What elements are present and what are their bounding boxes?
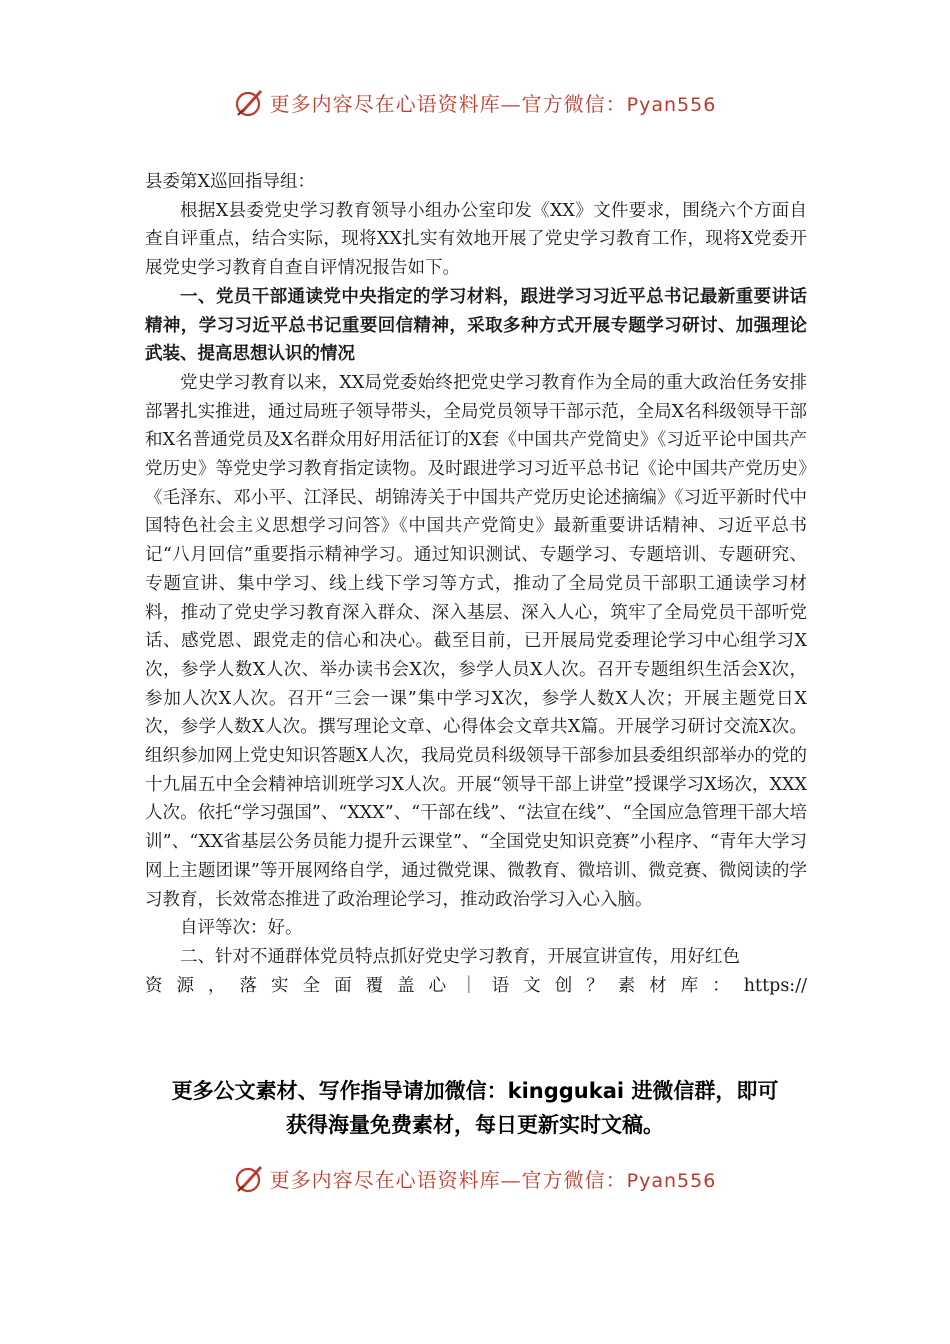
promo-line-1: 更多公文素材、写作指导请加微信：kinggukai 进微信群，即可 [171, 1079, 779, 1103]
section-1-heading: 一、党员干部通读党中央指定的学习材料，跟进学习习近平总书记最新重要讲话精神，学习习近平总书记重要回信精神，采取多种方式开展专题学习研讨、加强理论武装、提高思想认识的情况 [145, 286, 807, 365]
section-2-continuation: 资源，落实全面覆盖心｜语文创？素材库：https:// [145, 975, 807, 996]
quill-pen-logo-icon [234, 86, 266, 118]
salutation: 县委第X巡回指导组： [145, 172, 315, 192]
quill-pen-logo-icon [234, 1162, 266, 1194]
header-banner [0, 82, 950, 122]
banner-wechat-id: Pyan556 [626, 1169, 717, 1192]
banner-wechat-id: Pyan556 [626, 93, 717, 116]
footer-banner [0, 1158, 950, 1198]
promo-notice [0, 1074, 950, 1142]
document-body [145, 168, 807, 1000]
section-1-body: 党史学习教育以来，XX局党委始终把党史学习教育作为全局的重大政治任务安排部署扎实推进，通过局班子领导带头，全局党员领导干部示范，全局X名科级领导干部和X名普通党员及X名群众用好用活征订的X套《中国共产党简史》《习近平论中国共产党历史》等党史学习教育指定读物。及时跟进学习习近平总书记《论中国共产党历史》《毛泽东、邓小平、江泽民、胡锦涛关于中国共产党历史论述摘编》《习近平新时代中国特色社会主义思想学习问答》《中国共产党简史》最新重要讲话精神、习近平总书记“八月回信”重要指示精神学习。通过知识测试、专题学习、专题培训、专题研究、专题宣讲、集中学习、线上线下学习等方式，推动了全局党员干部职工通读学习材料，推动了党史学习教育深入群众、深入基层、深入人心，筑牢了全局党员干部听党话、感党恩、跟党走的信心和决心。截至目前，已开展局党委理论学习中心组学习X次，参学人数X人次、举办读书会X次，参学人员X人次。召开专题组织生活会X次，参加人次X人次。召开“三会一课”集中学习X次，参学人数X人次；开展主题党日X次，参学人数X人次。撰写理论文章、心得体会文章共X篇。开展学习研讨交流X次。组织参加网上党史知识答题X人次，我局党员科级领导干部参加县委组织部举办的党的十九届五中全会精神培训班学习X人次。开展“领导干部上讲堂”授课学习X场次，XXX人次。依托“学习强国”、“XXX”、“干部在线”、“法宣在线”、“全国应急管理干部大培训”、“XX省基层公务员能力提升云课堂”、“全国党史知识竞赛”小程序、“青年大学习网上主题团课”等开展网络自学，通过微党课、微教育、微培训、微竞赛、微阅读的学习教育，长效常态推进了政治理论学习，推动政治学习入心入脑。 [145, 372, 807, 910]
promo-line-2: 获得海量免费素材，每日更新实时文稿。 [286, 1113, 664, 1137]
section-2-heading: 二、针对不通群体党员特点抓好党史学习教育，开展宣讲宣传，用好红色 [180, 946, 740, 967]
intro-paragraph: 根据X县委党史学习教育领导小组办公室印发《XX》文件要求，围绕六个方面自查自评重点，结合实际，现将XX扎实有效地开展了党史学习教育工作，现将X党委开展党史学习教育自查自评情况报告如下。 [145, 200, 807, 279]
banner-label: 更多内容尽在心语资料库—官方微信：Pyan556 [269, 1167, 717, 1192]
banner-label: 更多内容尽在心语资料库—官方微信：Pyan556 [269, 91, 717, 116]
self-rating: 自评等次：好。 [180, 918, 303, 939]
